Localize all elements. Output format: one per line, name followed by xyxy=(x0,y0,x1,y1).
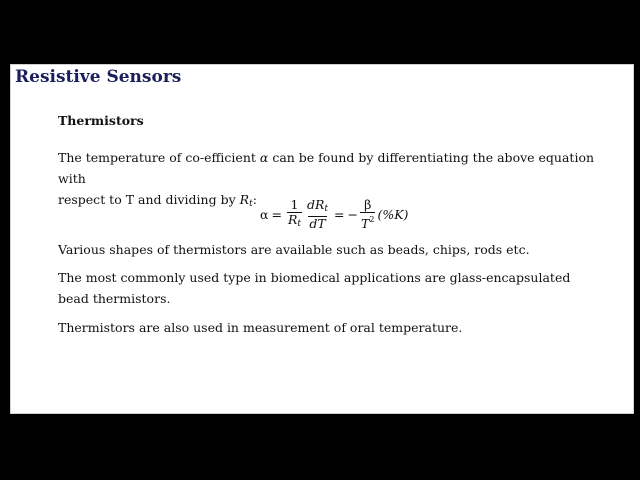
slide-title: Resistive Sensors xyxy=(15,67,182,87)
t-subscript: t xyxy=(249,199,253,209)
paragraph-oral-temperature: Thermistors are also used in measurement of oral temperature. xyxy=(58,320,463,335)
slide-panel xyxy=(10,64,634,414)
frac2-num-dr: dR xyxy=(306,196,325,212)
fraction-drt-dt xyxy=(306,198,329,231)
frac2-numerator xyxy=(306,198,329,216)
frac1-denominator xyxy=(287,212,302,231)
frac3-denominator xyxy=(360,212,375,231)
frac3-numerator: β xyxy=(364,196,372,212)
frac3-den-exponent: 2 xyxy=(369,214,375,224)
eq-unit: (%K) xyxy=(377,206,409,222)
frac1-numerator: 1 xyxy=(290,196,299,212)
fraction-beta-over-t2 xyxy=(360,198,375,231)
p1-text-a: The temperature of co-efficient xyxy=(58,150,256,165)
paragraph-shapes: Various shapes of thermistors are available such as beads, chips, rods etc. xyxy=(58,242,530,257)
eq-equals-2: = xyxy=(334,206,345,222)
p1-text-c: respect to T and dividing by xyxy=(58,192,236,207)
fraction-one-over-rt xyxy=(287,198,302,231)
frac1-den-r: R xyxy=(287,211,298,227)
eq-lhs: α xyxy=(260,206,269,222)
frac2-num-t: t xyxy=(324,203,329,214)
frac2-denominator: dT xyxy=(309,215,326,231)
alpha-symbol: α xyxy=(259,150,269,165)
eq-minus: − xyxy=(347,206,358,222)
alpha-equation xyxy=(260,196,408,232)
p1-colon: : xyxy=(252,192,257,207)
frac1-den-t: t xyxy=(297,218,301,229)
paragraph-glass-bead: The most commonly used type in biomedical applications are glass-encapsulated bead thermistors. xyxy=(58,270,571,306)
p1-text-b: can be found by differentiating the above equation with xyxy=(58,150,595,186)
eq-equals-1: = xyxy=(271,206,282,222)
section-heading: Thermistors xyxy=(58,113,144,128)
r-symbol: R xyxy=(239,192,250,207)
frac3-den-t: T xyxy=(361,215,370,231)
